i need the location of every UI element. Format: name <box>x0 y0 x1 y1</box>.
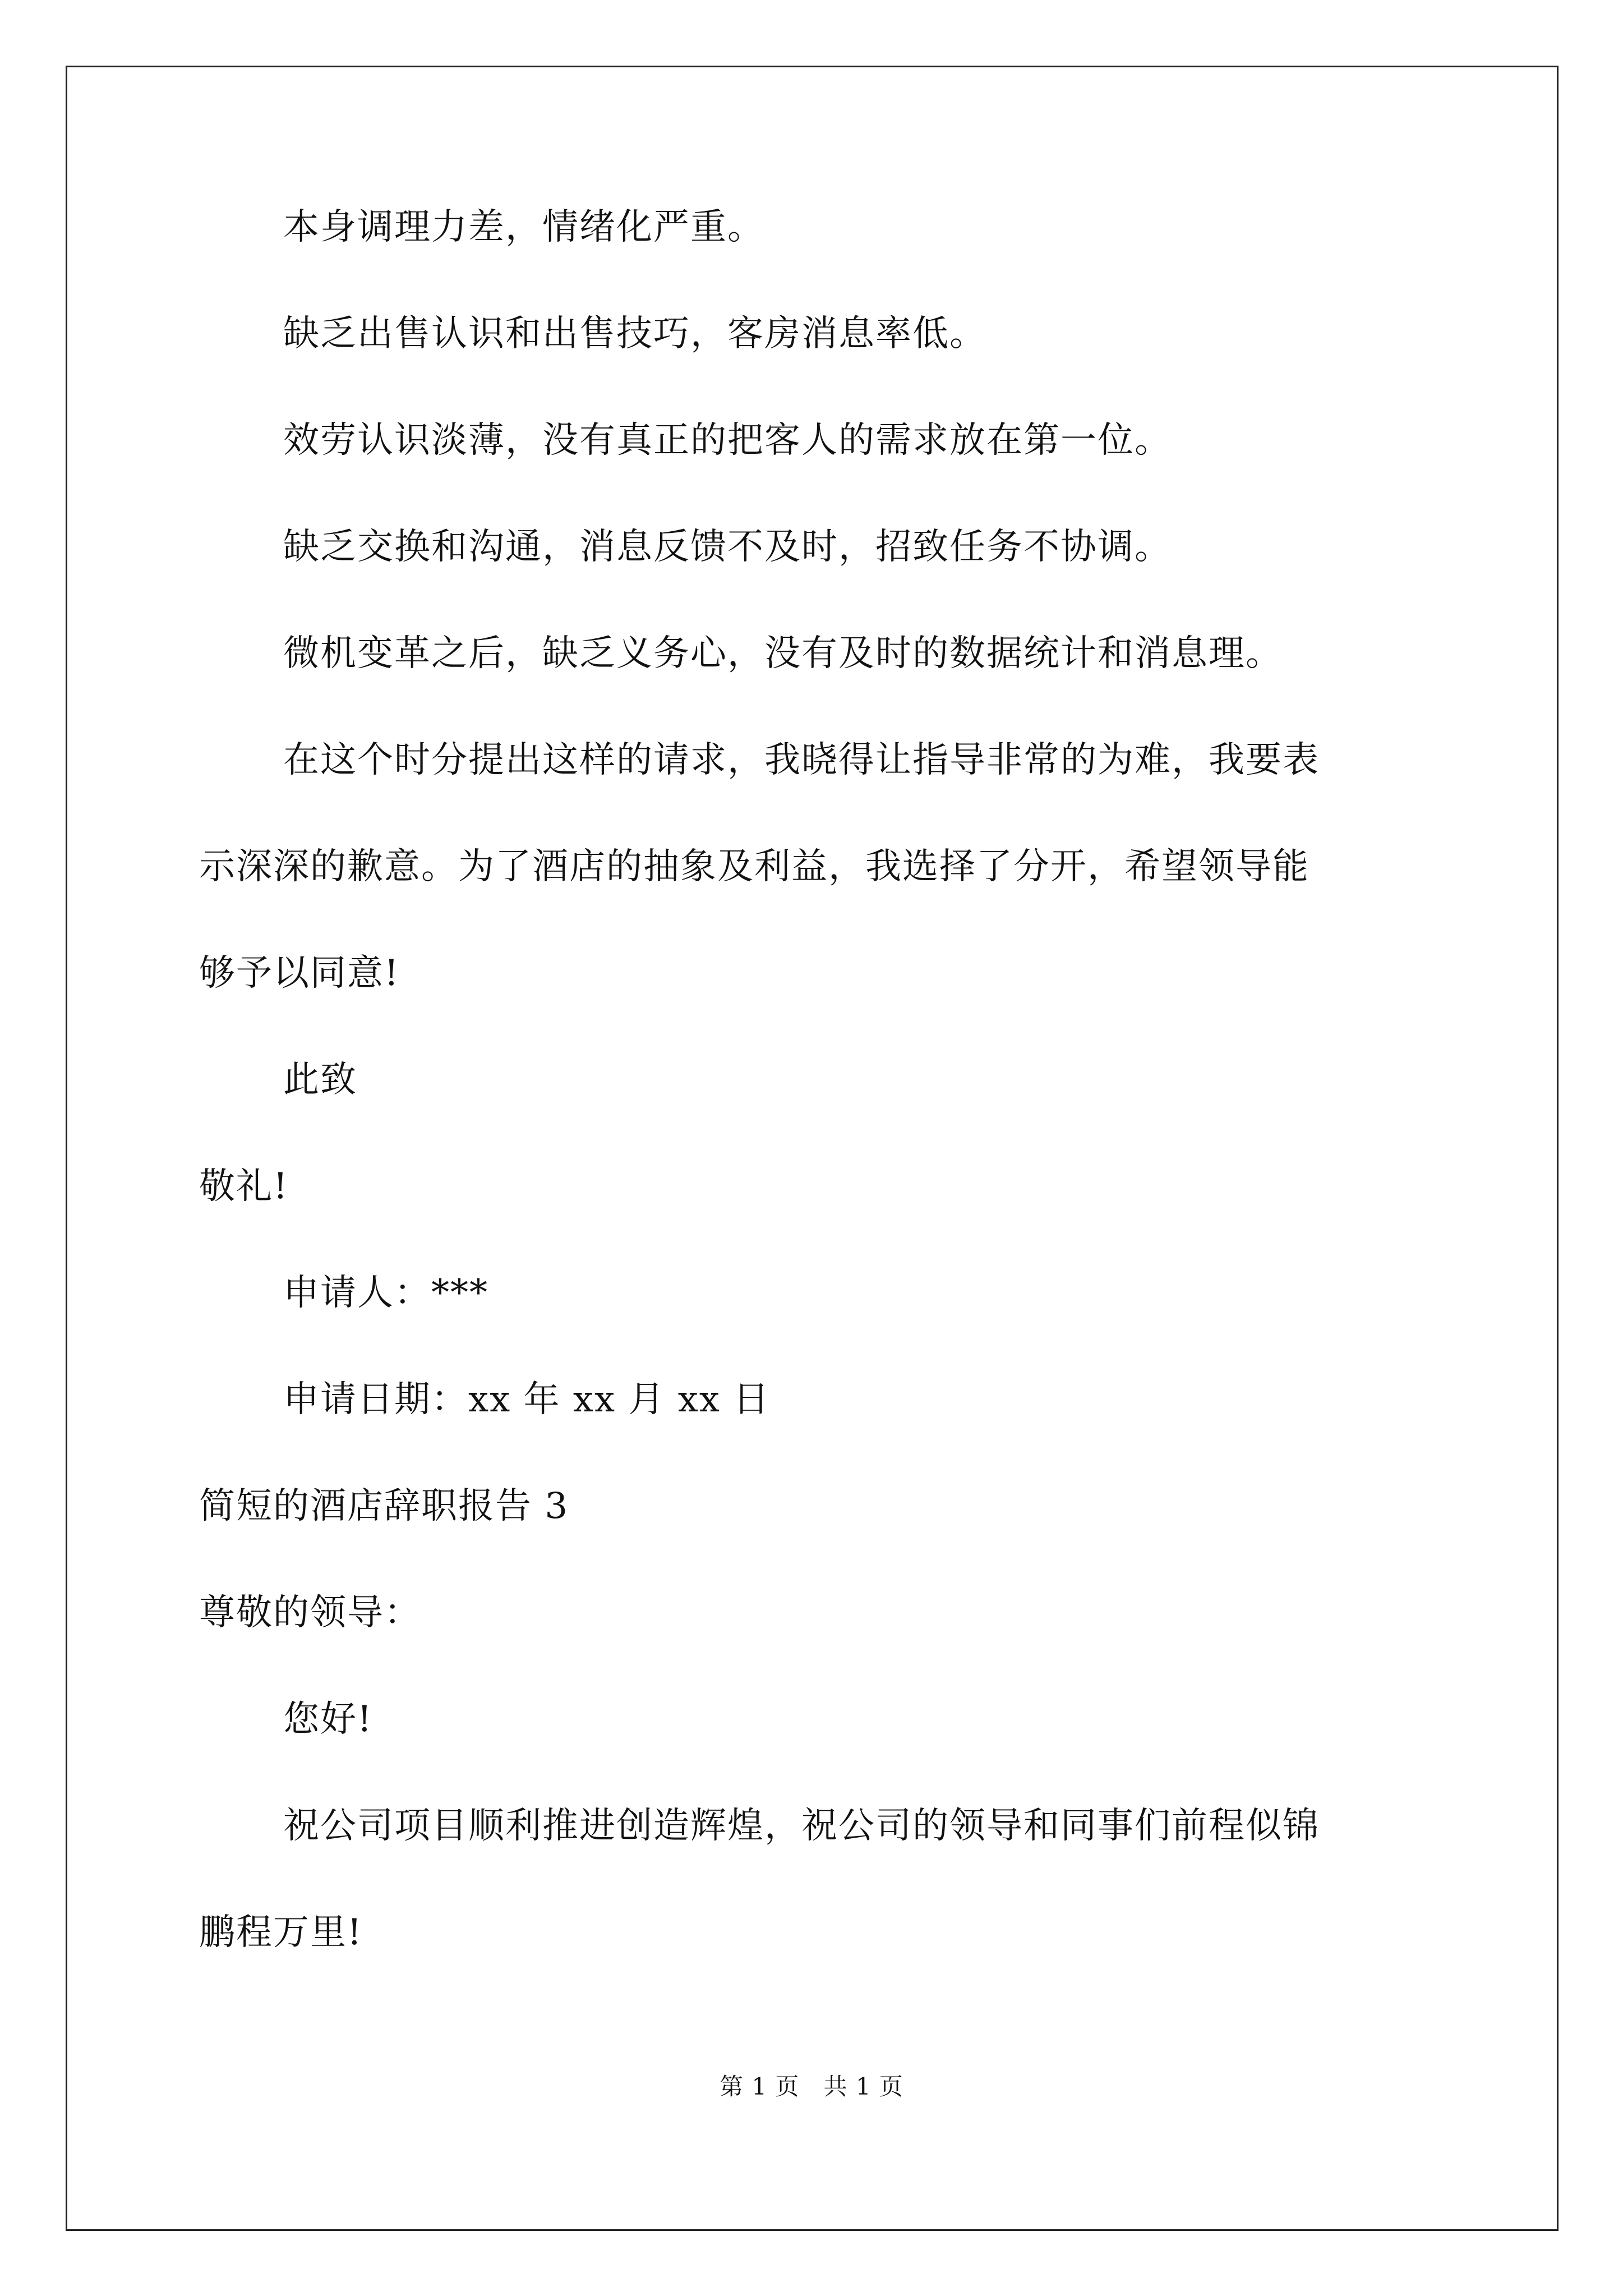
paragraph-line: 够予以同意! <box>199 953 400 994</box>
closing-line: 此致 <box>283 1059 357 1101</box>
greeting-line: 尊敬的领导： <box>199 1592 421 1634</box>
salutation-line: 敬礼! <box>199 1166 289 1207</box>
section-heading: 简短的酒店辞职报告 3 <box>199 1485 569 1527</box>
applicant-line: 申请人：*** <box>283 1272 488 1314</box>
paragraph-line: 在这个时分提出这样的请求，我晓得让指导非常的为难，我要表 <box>283 739 1320 781</box>
page-footer: 第 1 页 共 1 页 <box>720 2073 903 2100</box>
paragraph-line: 鹏程万里! <box>199 1912 363 1953</box>
page-border <box>66 66 1559 2231</box>
greeting-line: 您好! <box>283 1699 373 1740</box>
paragraph-line: 祝公司项目顺利推进创造辉煌，祝公司的领导和同事们前程似锦 <box>283 1805 1320 1847</box>
paragraph-line: 本身调理力差，情绪化严重。 <box>283 206 764 248</box>
paragraph-line: 示深深的歉意。为了酒店的抽象及利益，我选择了分开，希望领导能 <box>199 846 1310 887</box>
paragraph-line: 缺乏出售认识和出售技巧，客房消息率低。 <box>283 313 986 355</box>
date-line: 申请日期：xx 年 xx 月 xx 日 <box>283 1379 771 1420</box>
paragraph-line: 微机变革之后，缺乏义务心，没有及时的数据统计和消息理。 <box>283 633 1283 674</box>
paragraph-line: 缺乏交换和沟通，消息反馈不及时，招致任务不协调。 <box>283 526 1172 568</box>
paragraph-line: 效劳认识淡薄，没有真正的把客人的需求放在第一位。 <box>283 420 1172 461</box>
